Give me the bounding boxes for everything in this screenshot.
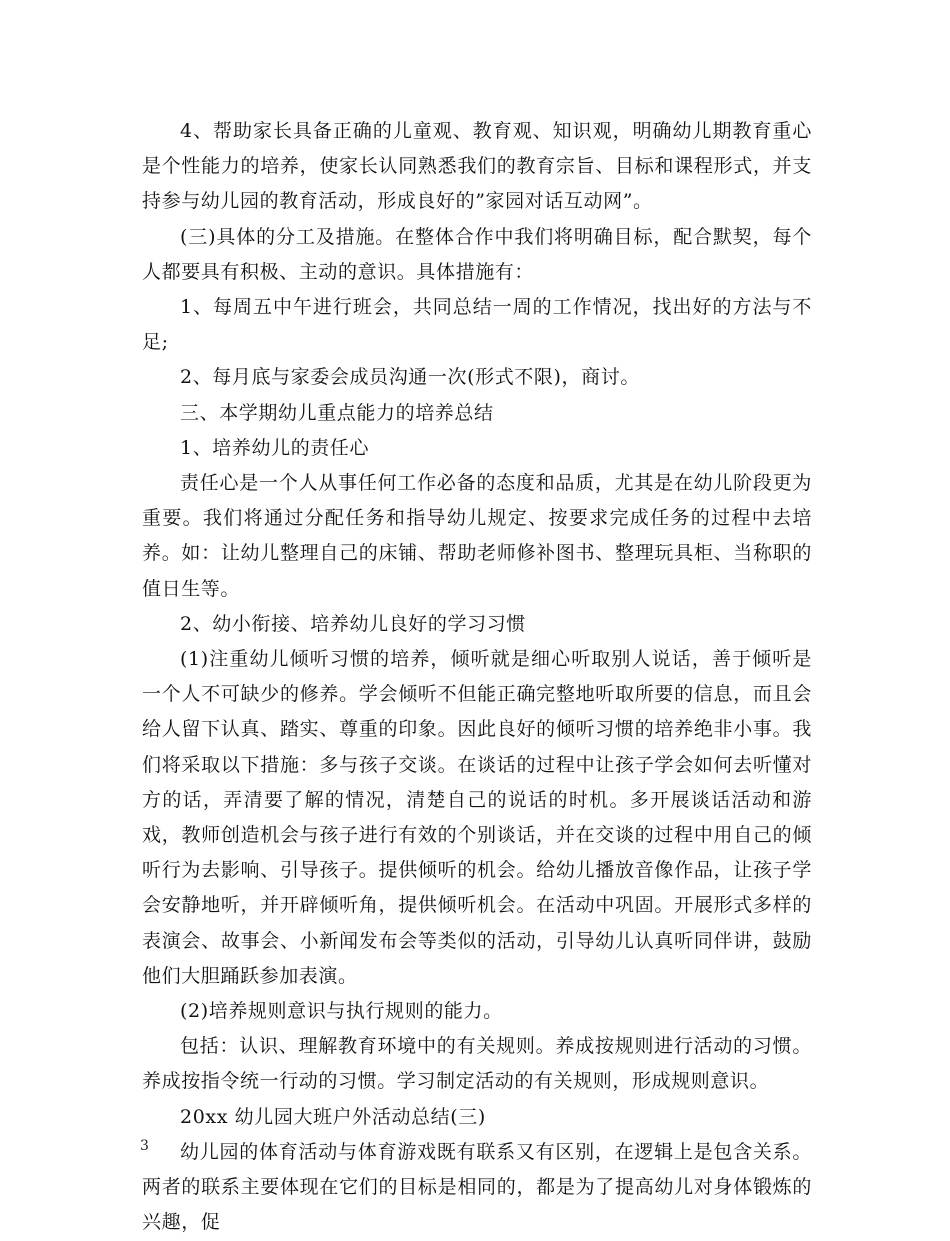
subheading-responsibility: 1、培养幼儿的责任心 bbox=[180, 436, 370, 459]
paragraph-listening-habits: (1)注重幼儿倾听习惯的培养，倾听就是细心听取别人说话，善于倾听是一个人不可缺少的修养。学会倾听不但能正确完整地听取所要的信息，而且会给人留下认真、踏实、尊重的印象。因此良好的倾听习惯的培养绝非小事。我们将采取以下措施：多与孩子交谈。在谈话的过程中让孩子学会如何去听懂对方的话，弄清要了解的情况，清楚自己的说话的时机。多开展谈话活动和游戏，教师创造机会与孩子进行有效的个别谈话，并在交谈的过程中用自己的倾听行为去影响、引导孩子。提供倾听的机会。给幼儿播放音像作品，让孩子学会安静地听，并开辟倾听角，提供倾听机会。在活动中巩固。开展形式多样的表演会、故事会、小新闻发布会等类似的活动，引导幼儿认真听同伴讲，鼓励他们大胆踊跃参加表演。 bbox=[142, 648, 812, 987]
paragraph-parent-guidance: 4、帮助家长具备正确的儿童观、教育观、知识观，明确幼儿期教育重心是个性能力的培养，使家长认同熟悉我们的教育宗旨、目标和课程形式，并支持参与幼儿园的教育活动，形成良好的”家园对话互动网”。 bbox=[142, 120, 812, 213]
section-title-outdoor-summary: 20xx 幼儿园大班户外活动总结(三) bbox=[180, 1105, 486, 1128]
paragraph-rules: 包括：认识、理解教育环境中的有关规则。养成按规则进行活动的习惯。养成按指令统一行动的习惯。学习制定活动的有关规则，形成规则意识。 bbox=[142, 1035, 812, 1093]
paragraph-responsibility: 责任心是一个人从事任何工作必备的态度和品质，尤其是在幼儿阶段更为重要。我们将通过分配任务和指导幼儿规定、按要求完成任务的过程中去培养。如：让幼儿整理自己的床铺、帮助老师修补图书、整理玩具柜、当称职的值日生等。 bbox=[142, 472, 812, 600]
section-heading-ability-training: 三、本学期幼儿重点能力的培养总结 bbox=[180, 401, 494, 424]
subheading-learning-habits: 2、幼小衔接、培养幼儿良好的学习习惯 bbox=[180, 612, 526, 635]
paragraph-measure-2: 2、每月底与家委会成员沟通一次(形式不限)，商讨。 bbox=[180, 366, 640, 389]
paragraph-measure-1: 1、每周五中午进行班会，共同总结一周的工作情况，找出好的方法与不足; bbox=[142, 296, 812, 354]
document-body bbox=[142, 114, 812, 1241]
paragraph-sports-activities: 幼儿园的体育活动与体育游戏既有联系又有区别，在逻辑上是包含关系。两者的联系主要体现在它们的目标是相同的，都是为了提高幼儿对身体锻炼的兴趣，促 bbox=[142, 1140, 812, 1234]
subheading-rule-awareness: (2)培养规则意识与执行规则的能力。 bbox=[180, 1000, 503, 1023]
page-number: 3 bbox=[140, 1138, 149, 1154]
paragraph-division-of-work: (三)具体的分工及措施。在整体合作中我们将明确目标，配合默契，每个人都要具有积极、主动的意识。具体措施有： bbox=[142, 225, 812, 283]
